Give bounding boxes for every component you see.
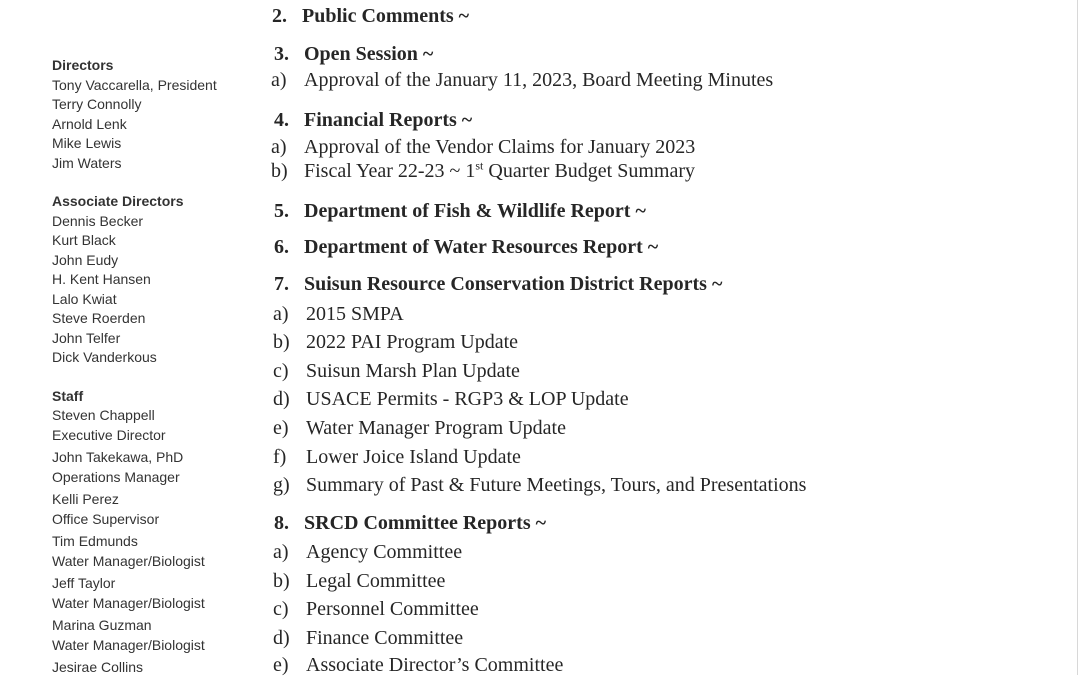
agenda-item-7c	[273, 360, 520, 383]
agenda-section-7	[274, 273, 722, 296]
director-name: Arnold Lenk	[52, 115, 127, 132]
associate-director-name: John Telfer	[52, 329, 121, 346]
item-letter: a)	[271, 69, 287, 91]
section-number: 4.	[274, 109, 289, 131]
agenda-item-7d	[273, 388, 629, 411]
item-text: USACE Permits - RGP3 & LOP Update	[306, 388, 629, 410]
item-text: Finance Committee	[306, 627, 464, 649]
staff-name: John Takekawa, PhD	[52, 449, 184, 465]
agenda-item-4b	[271, 160, 695, 183]
staff-name: Marina Guzman	[52, 617, 152, 633]
item-text: Agency Committee	[306, 541, 463, 563]
associate-director-name: H. Kent Hansen	[52, 271, 151, 287]
agenda-item-7b	[273, 331, 518, 354]
item-text: Personnel Committee	[306, 598, 479, 620]
agenda-section-8	[274, 512, 546, 535]
staff-name: Steven Chappell	[52, 407, 155, 423]
associate-director-name: Dennis Becker	[52, 212, 144, 229]
agenda-item-8b	[273, 570, 445, 593]
agenda-section-4	[274, 109, 472, 132]
section-title: Public Comments ~	[302, 5, 470, 27]
agenda-item-8a	[273, 541, 462, 564]
director-name: Jim Waters	[52, 154, 122, 171]
item-letter: f)	[273, 446, 287, 468]
agenda-section-2	[272, 5, 469, 28]
item-text: Summary of Past & Future Meetings, Tours, and Presentations	[306, 474, 807, 496]
item-letter: b)	[271, 160, 288, 182]
agenda-item-7g	[273, 474, 806, 497]
item-text: Fiscal Year 22-23 ~ 1	[304, 160, 476, 182]
ordinal-suffix: st	[475, 158, 484, 173]
section-title: Department of Water Resources Report ~	[304, 236, 659, 258]
item-text: Water Manager Program Update	[306, 417, 566, 439]
section-number: 6.	[274, 236, 289, 258]
section-title: Financial Reports ~	[304, 109, 473, 131]
item-letter: e)	[273, 417, 289, 439]
associate-director-name: Kurt Black	[52, 232, 116, 248]
section-title: Open Session ~	[304, 43, 434, 65]
director-name: Tony Vaccarella, President	[52, 76, 217, 93]
item-letter: b)	[273, 331, 290, 353]
associate-director-name: Dick Vanderkous	[52, 349, 157, 365]
item-letter: g)	[273, 474, 290, 496]
staff-title: Executive Director	[52, 426, 166, 443]
item-letter: c)	[273, 598, 289, 620]
item-text: Legal Committee	[306, 570, 446, 592]
associate-directors-heading: Associate Directors	[52, 193, 184, 209]
associate-director-name: John Eudy	[52, 251, 119, 268]
section-number: 2.	[272, 5, 287, 27]
agenda-item-8e	[273, 654, 563, 677]
item-letter: a)	[273, 303, 289, 325]
staff-name: Tim Edmunds	[52, 533, 138, 549]
item-text: Approval of the January 11, 2023, Board Meeting Minutes	[304, 69, 774, 91]
staff-name: Kelli Perez	[52, 491, 119, 507]
section-title: Department of Fish & Wildlife Report ~	[304, 200, 646, 222]
agenda-section-6	[274, 236, 658, 259]
section-title: SRCD Committee Reports ~	[304, 512, 547, 534]
page-edge-divider	[1077, 0, 1078, 675]
item-text: Suisun Marsh Plan Update	[306, 360, 520, 382]
staff-title: Water Manager/Biologist	[52, 636, 205, 653]
agenda-item-8d	[273, 627, 463, 650]
staff-heading: Staff	[52, 387, 84, 404]
section-number: 3.	[274, 43, 289, 65]
agenda-section-5	[274, 200, 646, 223]
directors-heading: Directors	[52, 57, 114, 73]
item-letter: b)	[273, 570, 290, 592]
agenda-item-4a	[271, 136, 695, 159]
item-letter: a)	[271, 136, 287, 158]
director-name: Mike Lewis	[52, 135, 122, 151]
section-title: Suisun Resource Conservation District Reports ~	[304, 273, 723, 295]
associate-director-name: Lalo Kwiat	[52, 290, 117, 307]
section-number: 8.	[274, 512, 289, 534]
item-letter: d)	[273, 388, 290, 410]
section-number: 7.	[274, 273, 289, 295]
director-name: Terry Connolly	[52, 96, 142, 112]
staff-name: Jesirae Collins	[52, 659, 144, 675]
agenda-section-3	[274, 43, 433, 66]
item-text: Associate Director’s Committee	[306, 654, 564, 676]
staff-title: Water Manager/Biologist	[52, 552, 205, 569]
staff-title: Office Supervisor	[52, 510, 160, 527]
agenda-item-8c	[273, 598, 479, 621]
item-text: Lower Joice Island Update	[306, 446, 521, 468]
agenda-item-7f	[273, 446, 521, 469]
item-text: Quarter Budget Summary	[483, 160, 696, 182]
item-letter: d)	[273, 627, 290, 649]
associate-director-name: Steve Roerden	[52, 310, 146, 326]
staff-name: Jeff Taylor	[52, 575, 116, 591]
item-text: 2022 PAI Program Update	[306, 331, 519, 353]
item-letter: e)	[273, 654, 289, 676]
agenda-item-7a	[273, 303, 404, 326]
item-letter: c)	[273, 360, 289, 382]
item-text: 2015 SMPA	[306, 303, 404, 325]
agenda-item-7e	[273, 417, 566, 440]
section-number: 5.	[274, 200, 289, 222]
agenda-item-3a	[271, 69, 773, 92]
item-letter: a)	[273, 541, 289, 563]
staff-title: Operations Manager	[52, 468, 180, 485]
staff-title: Water Manager/Biologist	[52, 594, 205, 611]
item-text: Approval of the Vendor Claims for January 2023	[304, 136, 696, 158]
